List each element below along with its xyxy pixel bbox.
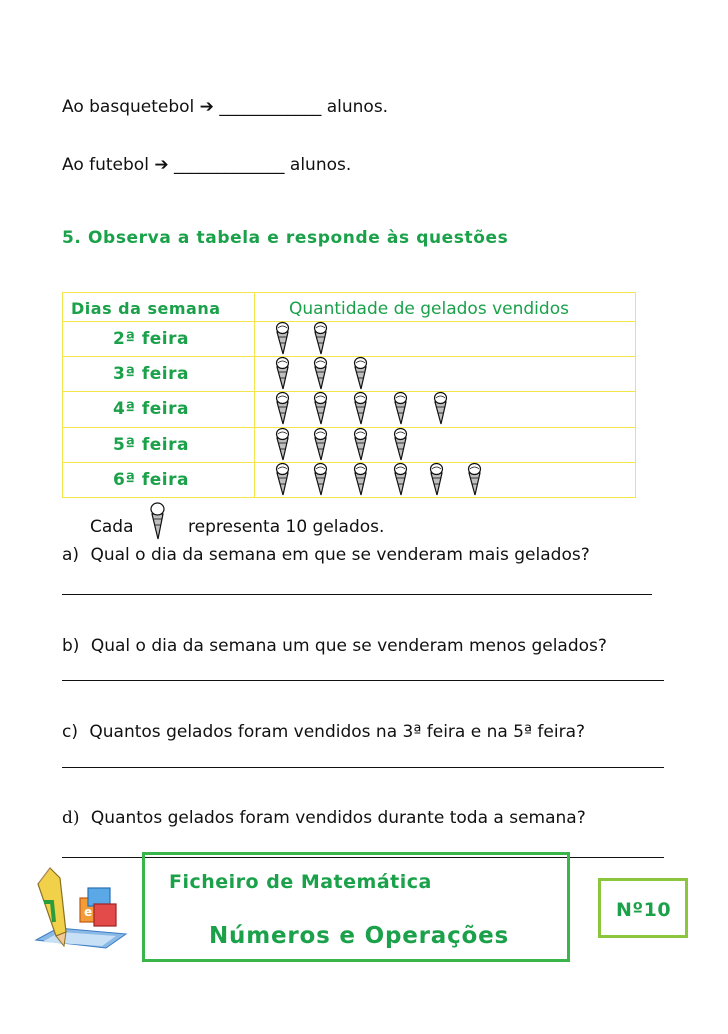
day-cell xyxy=(62,428,254,463)
ice-cream-cone-icon xyxy=(351,462,371,496)
footer-subtitle: Números e Operações xyxy=(209,923,510,949)
ice-cream-cone-icon xyxy=(351,356,371,390)
table-row xyxy=(62,463,636,498)
question-b xyxy=(62,636,607,656)
question-label: c) xyxy=(62,722,78,742)
quantity-cell xyxy=(254,428,636,463)
ice-cream-cone-icon xyxy=(273,462,293,496)
table-row xyxy=(62,392,636,428)
answer-line-a[interactable] xyxy=(62,594,652,595)
ice-cream-cone-icon xyxy=(351,391,371,425)
ice-cream-cone-icon xyxy=(311,391,331,425)
ice-cream-cone-icon xyxy=(427,462,447,496)
pencil-blocks-logo-icon xyxy=(30,862,130,954)
day-label: 4ª feira xyxy=(113,399,189,419)
header-quantity: Quantidade de gelados vendidos xyxy=(289,299,569,319)
question-d xyxy=(62,808,586,828)
football-line xyxy=(62,155,351,175)
question-text: Quantos gelados foram vendidos na 3ª feira e na 5ª feira? xyxy=(89,722,586,742)
quantity-cell xyxy=(254,392,636,428)
quantity-cell xyxy=(254,357,636,392)
ice-cream-cone-icon xyxy=(391,427,411,461)
ice-cream-cone-icon xyxy=(273,391,293,425)
svg-text:e: e xyxy=(84,905,93,919)
question-text: Qual o dia da semana um que se venderam menos gelados? xyxy=(90,636,607,656)
football-answer-blank[interactable]: _____________ xyxy=(174,155,285,175)
basketball-answer-blank[interactable]: ____________ xyxy=(219,97,322,117)
ice-cream-cone-icon xyxy=(311,356,331,390)
day-cell xyxy=(62,357,254,392)
legend-suffix: representa 10 gelados. xyxy=(188,517,385,537)
ice-cream-cone-icon xyxy=(391,462,411,496)
ice-cream-cone-icon xyxy=(391,391,411,425)
answer-line-b[interactable] xyxy=(62,680,664,681)
ice-cream-cone-icon xyxy=(351,427,371,461)
sheet-number: Nº10 xyxy=(616,899,672,921)
quantity-cell xyxy=(254,322,636,357)
section-title: 5. Observa a tabela e responde às questões xyxy=(62,228,509,248)
football-suffix: alunos. xyxy=(289,155,352,175)
ice-cream-cone-icon xyxy=(311,321,331,355)
table-row xyxy=(62,322,636,357)
day-cell xyxy=(62,322,254,357)
day-label: 5ª feira xyxy=(113,435,189,455)
ice-cream-cone-icon xyxy=(465,462,485,496)
question-c xyxy=(62,722,585,742)
footer-title-box xyxy=(142,852,570,962)
arrow-right-icon: ➔ xyxy=(154,155,169,175)
question-label: d) xyxy=(62,808,80,828)
ice-cream-cone-icon xyxy=(311,462,331,496)
basketball-line xyxy=(62,97,388,117)
day-label: 2ª feira xyxy=(113,329,189,349)
quantity-cell xyxy=(254,463,636,498)
basketball-prefix: Ao basquetebol xyxy=(62,97,195,117)
day-cell xyxy=(62,392,254,428)
question-text: Quantos gelados foram vendidos durante toda a semana? xyxy=(90,808,586,828)
basketball-suffix: alunos. xyxy=(326,97,389,117)
table-header-qty-cell xyxy=(254,292,636,322)
legend xyxy=(90,517,134,537)
table-header-days-cell xyxy=(62,292,254,322)
header-days: Dias da semana xyxy=(71,299,221,318)
ice-cream-cone-icon xyxy=(147,502,169,540)
table-row xyxy=(62,357,636,392)
table-header-row xyxy=(62,292,636,322)
ice-cream-cone-icon xyxy=(311,427,331,461)
ice-cream-cone-icon xyxy=(273,356,293,390)
day-label: 6ª feira xyxy=(113,470,189,490)
footer-title: Ficheiro de Matemática xyxy=(169,871,432,893)
question-label: b) xyxy=(62,636,80,656)
day-cell xyxy=(62,463,254,498)
day-label: 3ª feira xyxy=(113,364,189,384)
football-prefix: Ao futebol xyxy=(62,155,149,175)
ice-cream-cone-icon xyxy=(273,427,293,461)
table-row xyxy=(62,428,636,463)
answer-line-c[interactable] xyxy=(62,767,664,768)
ice-cream-cone-icon xyxy=(273,321,293,355)
sheet-number-box xyxy=(598,878,688,938)
arrow-right-icon: ➔ xyxy=(199,97,214,117)
legend-prefix: Cada xyxy=(90,517,134,537)
question-a xyxy=(62,545,590,565)
question-text: Qual o dia da semana em que se venderam mais gelados? xyxy=(90,545,590,565)
ice-cream-cone-icon xyxy=(431,391,451,425)
question-label: a) xyxy=(62,545,80,565)
